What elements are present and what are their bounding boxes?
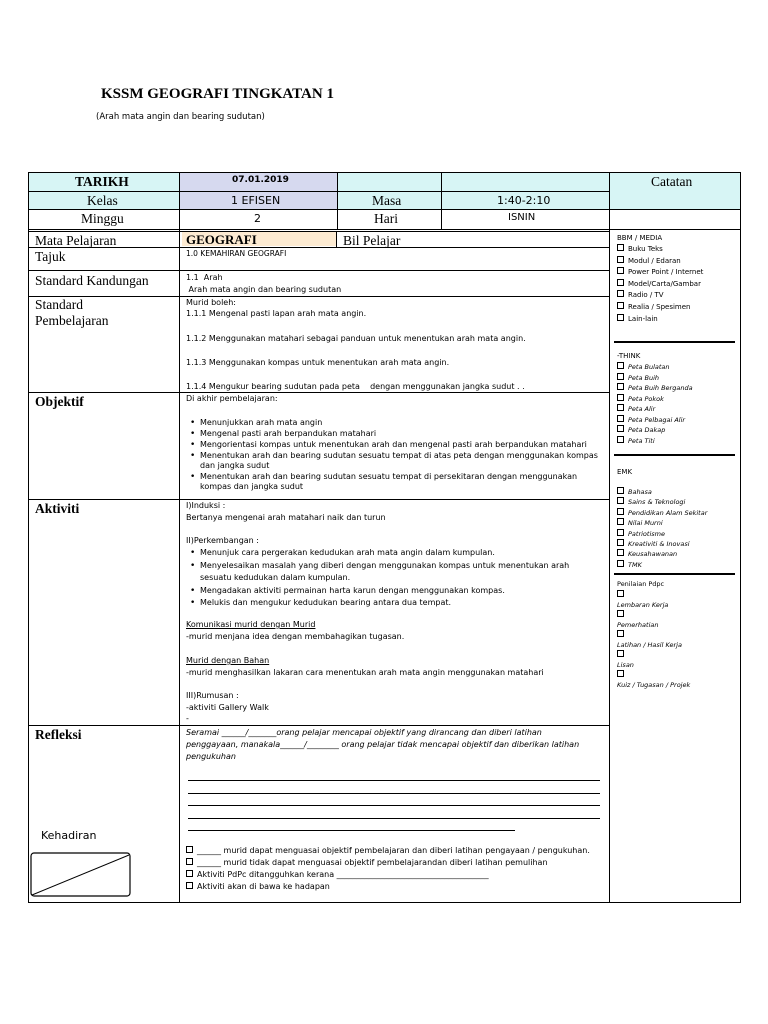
checkbox-icon (617, 383, 624, 390)
mata-pelajaran-value: GEOGRAFI (186, 232, 257, 247)
masa-label: Masa (372, 193, 402, 208)
bbm-item[interactable]: Modul / Edaran (617, 256, 703, 268)
objektif-intro: Di akhir pembelajaran: (186, 394, 278, 403)
standard-kandungan-line1: 1.1 Arah (186, 273, 223, 282)
reflection-checkbox-1[interactable] (186, 846, 590, 856)
kelas-label: Kelas (87, 193, 118, 208)
emk-item[interactable]: Pendidikan Alam Sekitar (617, 508, 707, 518)
checkbox-icon (617, 415, 624, 422)
perkembangan-item: • Melukis dan mengukur kedudukan bearing antara dua tempat. (200, 598, 590, 608)
standard-pembelajaran-label-1: Standard (35, 297, 83, 312)
penilaian-checkbox[interactable] (617, 590, 690, 600)
checkbox-icon (617, 290, 624, 297)
objektif-item: • Menunjukkan arah mata angin (200, 418, 600, 428)
emk-item[interactable]: Kreativiti & Inovasi (617, 539, 707, 549)
hari-label: Hari (374, 211, 398, 226)
checkbox-icon (617, 279, 624, 286)
document-subtitle: (Arah mata angin dan bearing sudutan) (96, 112, 265, 122)
perkembangan-item: • Mengadakan aktiviti permainan harta karun dengan menggunakan kompas. (200, 586, 590, 596)
think-title: -THINK (617, 352, 641, 360)
penilaian-title: Penilaian Pdpc (617, 580, 665, 588)
penilaian-list (617, 590, 690, 690)
reflection-option: Aktiviti akan di bawa ke hadapan (197, 882, 330, 891)
objektif-item: • Menentukan arah dan bearing sudutan sesuatu tempat di atas peta dengan menggunakan kompas dan jangka sudut (200, 451, 600, 471)
objektif-label: Objektif (35, 394, 84, 409)
think-item[interactable]: Peta Pokok (617, 394, 693, 405)
checkbox-icon (617, 650, 624, 657)
reflection-option: ______ murid dapat menguasai objektif pembelajaran dan diberi latihan pengayaan / pengukuhan. (197, 846, 590, 855)
perkembangan-item: • Menyelesaikan masalah yang diberi dengan menggunakan kompas untuk menentukan arah sesuatu kedudukan dalam kumpulan. (200, 560, 590, 584)
penilaian-item: Lembaran Kerja (617, 601, 669, 609)
objektif-item: • Menentukan arah dan bearing sudutan sesuatu tempat di persekitaran dengan menggunakan kompas dan jangka sudut (200, 472, 600, 492)
bbm-item[interactable]: Buku Teks (617, 244, 703, 256)
checkbox-icon (617, 302, 624, 309)
emk-item[interactable]: Sains & Teknologi (617, 497, 707, 507)
reflection-option: Aktiviti PdPc ditangguhkan kerana ______________________________________ (197, 870, 489, 879)
checkbox-icon (186, 882, 193, 889)
checkbox-icon (617, 244, 624, 251)
checkbox-icon (617, 373, 624, 380)
standard-kandungan-line2: Arah mata angin dan bearing sudutan (186, 285, 342, 294)
writing-line (188, 780, 600, 781)
think-item[interactable]: Peta Buih Berganda (617, 383, 693, 394)
catatan-divider (614, 341, 735, 343)
bbm-item[interactable]: Model/Carta/Gambar (617, 279, 703, 291)
checkbox-icon (186, 858, 193, 865)
aktiviti-label: Aktiviti (35, 501, 80, 516)
reflection-checkbox-4[interactable] (186, 882, 330, 892)
perkembangan-title: II)Perkembangan : (186, 536, 259, 545)
objektif-item: • Mengorientasi kompas untuk menentukan arah dan mengenal pasti arah berpandukan matahari (200, 440, 600, 450)
objektif-list (186, 418, 600, 492)
sp-line: 1.1.3 Menggunakan kompas untuk menentukan arah mata angin. (186, 358, 450, 367)
penilaian-item: Kuiz / Tugasan / Projek (617, 681, 691, 689)
writing-line (188, 818, 600, 819)
checkbox-icon (617, 436, 624, 443)
checkbox-icon (617, 560, 624, 567)
tajuk-value: 1.0 KEMAHIRAN GEOGRAFI (186, 249, 287, 258)
masa-value: 1:40-2:10 (497, 194, 551, 207)
reflection-checkbox-3[interactable] (186, 870, 489, 880)
emk-item[interactable]: Bahasa (617, 487, 707, 497)
checkbox-icon (617, 487, 624, 494)
kehadiran-label: Kehadiran (41, 829, 97, 842)
checkbox-icon (617, 670, 624, 677)
checkbox-icon (617, 590, 624, 597)
emk-item[interactable]: Nilai Murni (617, 518, 707, 528)
writing-line (188, 830, 515, 831)
checkbox-icon (617, 518, 624, 525)
think-item[interactable]: Peta Dakap (617, 425, 693, 436)
refleksi-line1: Seramai ______/_______orang pelajar mencapai objektif yang dirancang dan diberi latihan (186, 728, 542, 737)
minggu-label: Minggu (81, 211, 124, 226)
induksi-text: Bertanya mengenai arah matahari naik dan turun (186, 513, 386, 522)
checkbox-icon (617, 256, 624, 263)
checkbox-icon (186, 870, 193, 877)
reflection-checkbox-2[interactable] (186, 858, 548, 868)
checkbox-icon (617, 497, 624, 504)
penilaian-item: Latihan / Hasil Kerja (617, 641, 682, 649)
sp-line: 1.1.1 Mengenal pasti lapan arah mata angin. (186, 309, 367, 318)
document-title: KSSM GEOGRAFI TINGKATAN 1 (101, 86, 334, 102)
kehadiran-box (30, 852, 132, 898)
reflection-option: ______ murid tidak dapat menguasai objektif pembelajarandan diberi latihan pemulihan (197, 858, 548, 867)
emk-list (617, 487, 707, 570)
checkbox-icon (617, 404, 624, 411)
checkbox-icon (617, 314, 624, 321)
catatan-divider (614, 573, 735, 575)
emk-title: EMK (617, 468, 633, 476)
komunikasi-title: Komunikasi murid dengan Murid (186, 620, 316, 629)
bahan-text: -murid menghasilkan lakaran cara menentukan arah mata angin menggunakan matahari (186, 668, 544, 677)
penilaian-checkbox[interactable] (617, 650, 690, 660)
checkbox-icon (617, 630, 624, 637)
checkbox-icon (617, 425, 624, 432)
bbm-item[interactable]: Power Point / Internet (617, 267, 703, 279)
bahan-title: Murid dengan Bahan (186, 656, 270, 665)
checkbox-icon (617, 610, 624, 617)
rumusan-title: III)Rumusan : (186, 691, 239, 700)
think-item[interactable]: Peta Bulatan (617, 362, 693, 373)
bbm-item[interactable]: Radio / TV (617, 290, 703, 302)
checkbox-icon (617, 549, 624, 556)
refleksi-line2: penggayaan, manakala______/________ orang pelajar tidak mencapai objektif dan diberikan latihan (186, 740, 580, 749)
penilaian-item: Pemerhatian (617, 621, 659, 629)
think-item[interactable]: Peta Alir (617, 404, 693, 415)
tarikh-value: 07.01.2019 (232, 175, 289, 185)
emk-item[interactable]: Patriotisme (617, 529, 707, 539)
think-item[interactable]: Peta Pelbagai Alir (617, 415, 693, 426)
penilaian-checkbox[interactable] (617, 630, 690, 640)
checkbox-icon (617, 267, 624, 274)
writing-line (188, 793, 600, 794)
rumusan-dash: - (186, 714, 189, 723)
bil-pelajar-label: Bil Pelajar (343, 233, 401, 248)
perkembangan-item: • Menunjuk cara pergerakan kedudukan arah mata angin dalam kumpulan. (200, 548, 590, 558)
checkbox-icon (617, 539, 624, 546)
checkbox-icon (186, 846, 193, 853)
bbm-item[interactable]: Realia / Spesimen (617, 302, 703, 314)
tajuk-label: Tajuk (35, 249, 66, 264)
bbm-title: BBM / MEDIA (617, 234, 663, 242)
emk-item[interactable]: Keusahawanan (617, 549, 707, 559)
sp-line: 1.1.4 Mengukur bearing sudutan pada peta dengan menggunakan jangka sudut . . (186, 382, 525, 391)
emk-item[interactable]: TMK (617, 560, 707, 570)
komunikasi-text: -murid menjana idea dengan membahagikan tugasan. (186, 632, 405, 641)
sp-line: 1.1.2 Menggunakan matahari sebagai panduan untuk menentukan arah mata angin. (186, 334, 526, 343)
perkembangan-list (186, 548, 590, 608)
think-list (617, 362, 693, 446)
mata-pelajaran-label: Mata Pelajaran (35, 233, 117, 248)
penilaian-item: Lisan (617, 661, 634, 669)
bbm-list (617, 244, 703, 325)
objektif-item: • Mengenal pasti arah berpandukan matahari (200, 429, 600, 439)
rumusan-text: -aktiviti Gallery Walk (186, 703, 269, 712)
checkbox-icon (617, 529, 624, 536)
catatan-divider (614, 454, 735, 456)
penilaian-checkbox[interactable] (617, 670, 690, 680)
tarikh-label: TARIKH (75, 174, 129, 189)
induksi-title: I)Induksi : (186, 501, 226, 510)
checkbox-icon (617, 394, 624, 401)
standard-kandungan-label: Standard Kandungan (35, 273, 149, 288)
bbm-item[interactable]: Lain-lain (617, 314, 703, 326)
minggu-value: 2 (254, 212, 261, 225)
refleksi-line3: pengukuhan (186, 752, 236, 761)
think-item[interactable]: Peta Titi (617, 436, 693, 447)
refleksi-label: Refleksi (35, 727, 82, 742)
sp-line: Murid boleh: (186, 298, 236, 307)
writing-line (188, 805, 600, 806)
checkbox-icon (617, 362, 624, 369)
think-item[interactable]: Peta Buih (617, 373, 693, 384)
standard-pembelajaran-label-2: Pembelajaran (35, 313, 109, 328)
kelas-value: 1 EFISEN (231, 194, 281, 207)
checkbox-icon (617, 508, 624, 515)
penilaian-checkbox[interactable] (617, 610, 690, 620)
hari-value: ISNIN (508, 212, 536, 223)
catatan-label: Catatan (651, 174, 693, 189)
